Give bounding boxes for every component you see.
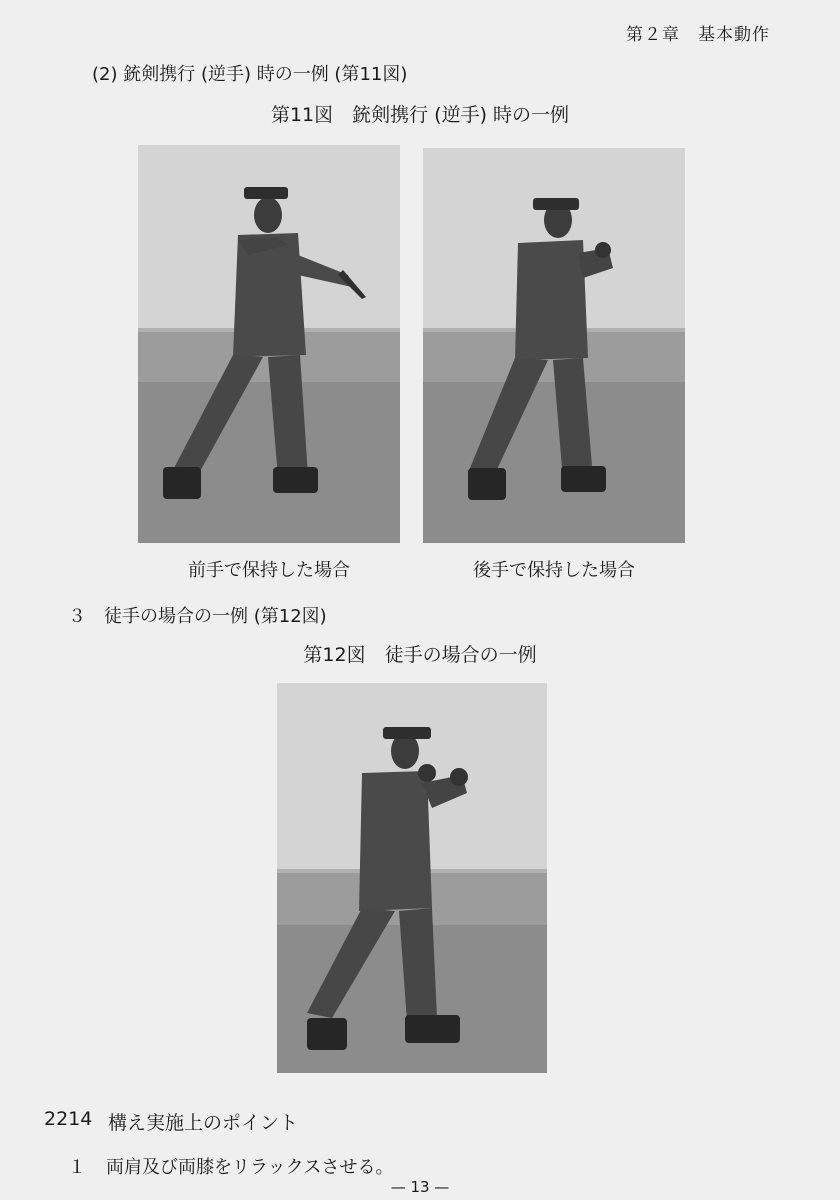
section-2214-number: 2214 bbox=[44, 1108, 93, 1130]
page-number: — 13 — bbox=[390, 1178, 450, 1196]
figure-12-photo bbox=[277, 683, 547, 1073]
figure-11-left-caption: 前手で保持した場合 bbox=[188, 560, 350, 581]
item-1-number: １ bbox=[68, 1157, 86, 1178]
section-3-heading: ３ 徒手の場合の一例 (第12図) bbox=[68, 606, 327, 627]
item-1-text: 両肩及び両膝をリラックスさせる。 bbox=[106, 1157, 394, 1178]
figure-11-left-photo bbox=[138, 145, 400, 543]
figure-12-title: 第12図 徒手の場合の一例 bbox=[303, 644, 537, 666]
section-2214-title: 構え実施上のポイント bbox=[108, 1112, 299, 1134]
figure-11-right-caption: 後手で保持した場合 bbox=[473, 560, 635, 581]
figure-11-title: 第11図 銃剣携行 (逆手) 時の一例 bbox=[270, 104, 570, 126]
figure-11-right-photo bbox=[423, 148, 685, 543]
chapter-header: 第２章 基本動作 bbox=[626, 25, 770, 45]
section-2-heading: (2) 銃剣携行 (逆手) 時の一例 (第11図) bbox=[92, 64, 408, 85]
